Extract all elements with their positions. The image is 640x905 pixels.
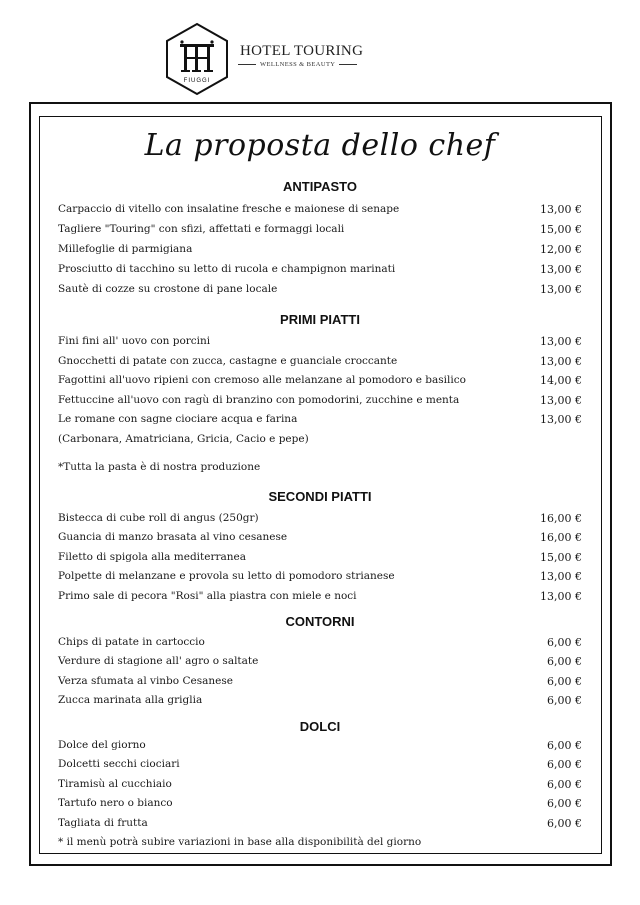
dish-name: Chips di patate in cartoccio	[58, 636, 205, 648]
dish-price: 12,00 €	[540, 243, 582, 256]
menu-item	[58, 570, 582, 588]
section-heading-primi: PRIMI PIATTI	[280, 312, 360, 327]
menu-item	[58, 413, 582, 431]
dish-name: Fini fini all' uovo con porcini	[58, 335, 211, 347]
dish-price: 15,00 €	[540, 551, 582, 564]
menu-item	[58, 355, 582, 373]
dish-name: Tiramisù al cucchiaio	[58, 778, 172, 790]
hotel-subtitle-text: WELLNESS & BEAUTY	[260, 61, 336, 68]
dish-variants: (Carbonara, Amatriciana, Gricia, Cacio e pepe)	[58, 433, 309, 445]
dish-price: 6,00 €	[547, 797, 582, 810]
hotel-header	[0, 0, 640, 100]
dish-price: 16,00 €	[540, 512, 582, 525]
menu-title: La proposta dello chef	[144, 128, 496, 163]
dish-name: Dolce del giorno	[58, 739, 146, 751]
dish-name: Verdure di stagione all' agro o saltate	[58, 655, 259, 667]
dish-name: Bistecca di cube roll di angus (250gr)	[58, 512, 259, 524]
menu-item	[58, 335, 582, 353]
dish-price: 13,00 €	[540, 203, 582, 216]
dish-price: 13,00 €	[540, 335, 582, 348]
dish-price: 6,00 €	[547, 778, 582, 791]
dish-price: 16,00 €	[540, 531, 582, 544]
dish-price: 14,00 €	[540, 374, 582, 387]
dish-name: Gnocchetti di patate con zucca, castagne e guanciale croccante	[58, 355, 398, 367]
dish-name: Tagliere "Touring" con sfizi, affettati e formaggi locali	[58, 223, 345, 235]
menu-item	[58, 636, 582, 654]
dish-name: Sautè di cozze su crostone di pane locale	[58, 283, 278, 295]
dish-price: 6,00 €	[547, 817, 582, 830]
dish-price: 13,00 €	[540, 355, 582, 368]
dish-name: Le romane con sagne ciociare acqua e farina	[58, 413, 298, 425]
dish-price: 6,00 €	[547, 655, 582, 668]
dish-price: 13,00 €	[540, 590, 582, 603]
menu-item	[58, 797, 582, 815]
menu-item	[58, 283, 582, 301]
menu-item	[58, 374, 582, 392]
dish-price: 6,00 €	[547, 739, 582, 752]
pasta-note: *Tutta la pasta è di nostra produzione	[58, 461, 261, 473]
section-heading-antipasto: ANTIPASTO	[283, 179, 357, 194]
dish-price: 13,00 €	[540, 263, 582, 276]
section-heading-contorni: CONTORNI	[285, 614, 355, 629]
menu-item	[58, 223, 582, 241]
logo-text: FIUGGI	[183, 78, 211, 84]
dish-name: Carpaccio di vitello con insalatine fresche e maionese di senape	[58, 203, 400, 215]
menu-item	[58, 758, 582, 776]
dish-price: 15,00 €	[540, 223, 582, 236]
hotel-name: HOTEL TOURING	[240, 43, 364, 59]
menu-item	[58, 263, 582, 281]
dish-name: Tagliata di frutta	[58, 817, 148, 829]
dish-price: 6,00 €	[547, 694, 582, 707]
menu-item	[58, 655, 582, 673]
dish-name: Primo sale di pecora "Rosi" alla piastra con miele e noci	[58, 590, 357, 602]
dish-price: 6,00 €	[547, 675, 582, 688]
menu-item	[58, 551, 582, 569]
dish-name: Polpette di melanzane e provola su letto di pomodoro strianese	[58, 570, 395, 582]
menu-item	[58, 778, 582, 796]
dish-name: Tartufo nero o bianco	[58, 797, 173, 809]
dish-name: Fettuccine all'uovo con ragù di branzino con pomodorini, zucchine e menta	[58, 394, 460, 406]
menu-item	[58, 243, 582, 261]
menu-disclaimer: * il menù potrà subire variazioni in base alla disponibilità del giorno	[58, 836, 422, 848]
menu-item	[58, 694, 582, 712]
dish-price: 13,00 €	[540, 283, 582, 296]
dish-name: Filetto di spigola alla mediterranea	[58, 551, 246, 563]
menu-item	[58, 394, 582, 412]
subtitle-rule-left	[238, 64, 256, 65]
dish-price: 13,00 €	[540, 413, 582, 426]
dish-price: 6,00 €	[547, 636, 582, 649]
menu-item	[58, 531, 582, 549]
dish-name: Prosciutto di tacchino su letto di rucola e champignon marinati	[58, 263, 396, 275]
menu-item	[58, 675, 582, 693]
section-heading-dolci: DOLCI	[299, 719, 341, 734]
hotel-subtitle	[238, 61, 357, 68]
menu-item	[58, 817, 582, 835]
dish-price: 13,00 €	[540, 394, 582, 407]
menu-item	[58, 203, 582, 221]
dish-name: Zucca marinata alla griglia	[58, 694, 203, 706]
dish-name: Fagottini all'uovo ripieni con cremoso alle melanzane al pomodoro e basilico	[58, 374, 466, 386]
hotel-logo-icon	[164, 22, 230, 96]
section-heading-secondi: SECONDI PIATTI	[268, 489, 372, 504]
menu-item	[58, 512, 582, 530]
menu-item	[58, 590, 582, 608]
dish-price: 13,00 €	[540, 570, 582, 583]
dish-price: 6,00 €	[547, 758, 582, 771]
dish-name: Verza sfumata al vinbo Cesanese	[58, 675, 233, 687]
dish-name: Guancia di manzo brasata al vino cesanese	[58, 531, 288, 543]
menu-item	[58, 739, 582, 757]
dish-name: Dolcetti secchi ciociari	[58, 758, 180, 770]
subtitle-rule-right	[339, 64, 357, 65]
dish-name: Millefoglie di parmigiana	[58, 243, 193, 255]
